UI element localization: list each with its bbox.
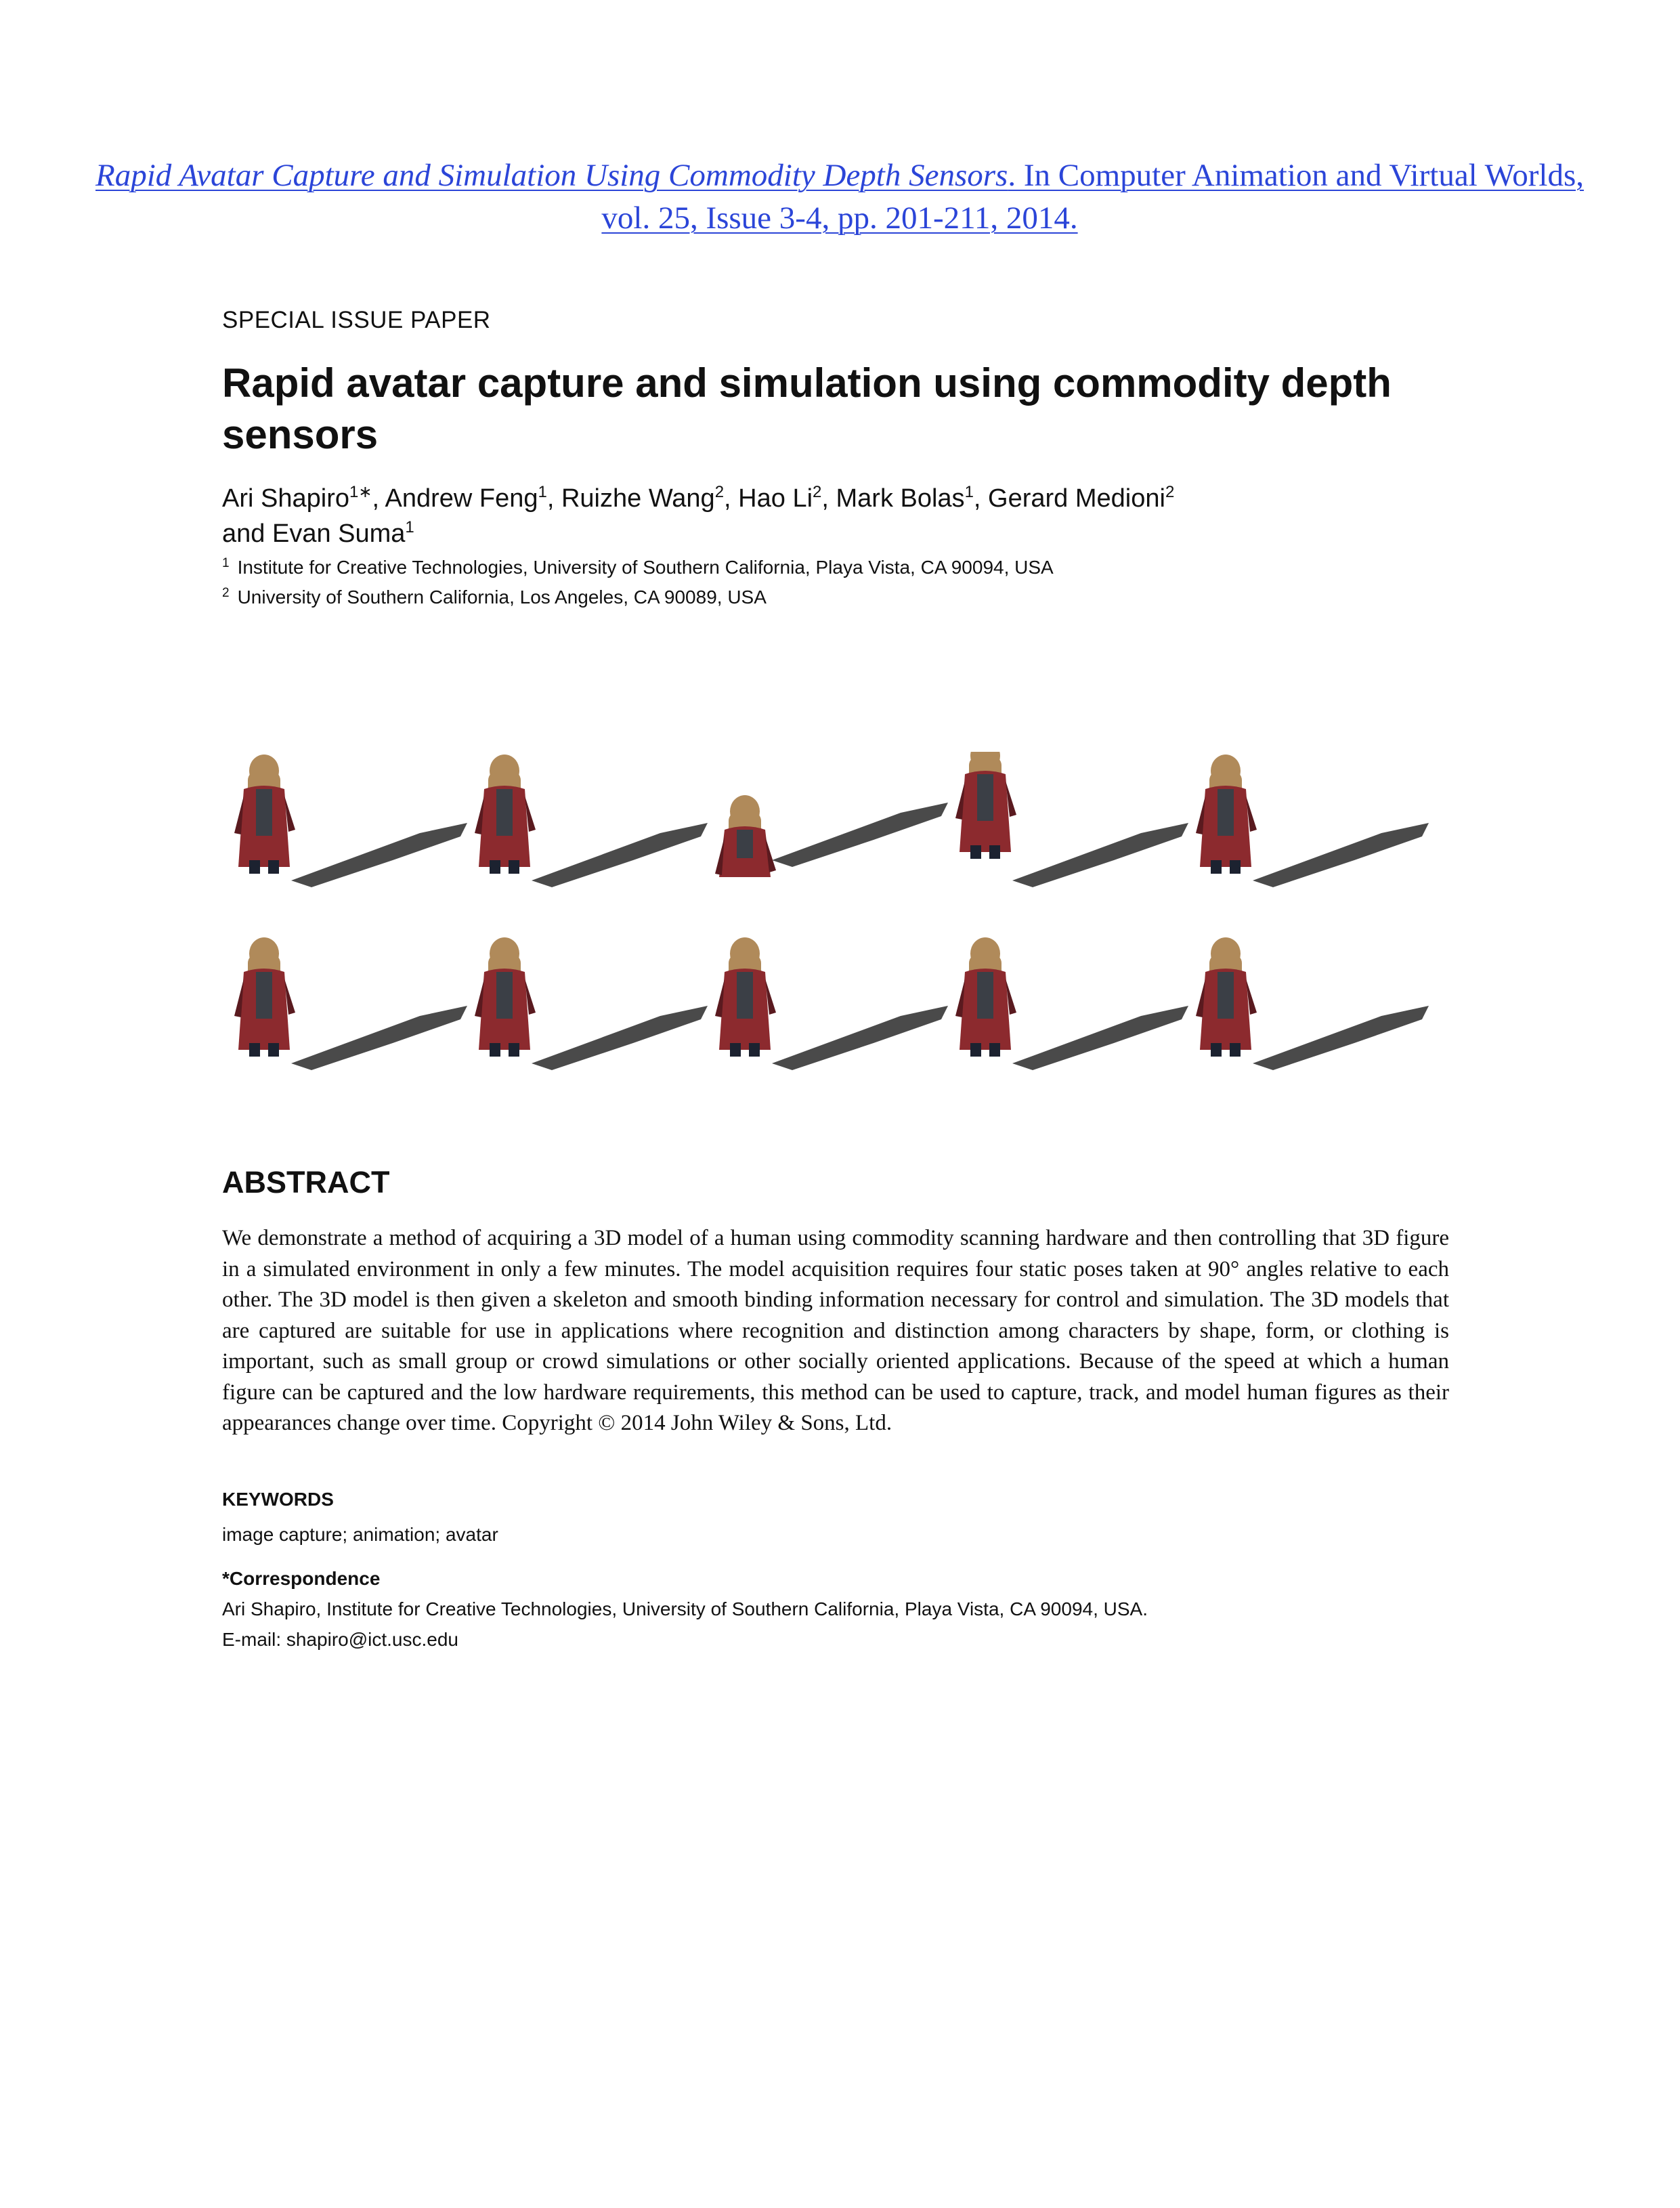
correspondence-address: Ari Shapiro, Institute for Creative Technologies, University of Southern California, Playa Vista, CA 90094, USA. — [222, 1598, 1148, 1619]
author-name: Ruizhe Wang — [561, 484, 715, 513]
avatar-frame — [1196, 755, 1429, 887]
author-name: Ari Shapiro — [222, 484, 349, 513]
avatar-animation-figure — [223, 752, 1442, 1118]
avatar-body — [234, 937, 295, 1057]
affiliation-text: Institute for Creative Technologies, University of Southern California, Playa Vista, CA 90094, USA — [237, 557, 1054, 578]
citation-link-block — [95, 154, 1585, 240]
affiliation-1 — [222, 555, 1054, 580]
avatar-frame — [234, 755, 467, 887]
paper-title: Rapid avatar capture and simulation using commodity depth sensors — [222, 360, 1392, 457]
author-mark: 1∗ — [349, 483, 372, 501]
avatar-frame — [715, 795, 948, 877]
avatar-frame — [715, 937, 948, 1070]
avatar-body — [715, 937, 776, 1057]
avatar-shadow — [291, 823, 467, 887]
correspondence-heading: *Correspondence — [222, 1568, 381, 1589]
avatar-frame — [955, 937, 1188, 1070]
keywords-text: image capture; animation; avatar — [222, 1524, 498, 1545]
author-name: Evan Suma — [272, 519, 406, 548]
avatar-shadow — [772, 803, 948, 867]
author-mark: 1 — [405, 518, 414, 536]
citation-link[interactable] — [95, 158, 1584, 236]
author-and: and — [222, 519, 272, 548]
avatar-shadow — [1253, 1006, 1429, 1070]
abstract-heading: ABSTRACT — [222, 1165, 390, 1199]
avatar-shadow — [1012, 823, 1188, 887]
avatar-frame — [475, 937, 708, 1070]
author-name: Gerard Medioni — [988, 484, 1165, 513]
keywords-heading: KEYWORDS — [222, 1489, 334, 1510]
avatar-shadow — [532, 823, 708, 887]
avatar-body — [1196, 755, 1257, 874]
avatar-shadow — [1253, 823, 1429, 887]
author-list — [222, 481, 1441, 551]
avatar-body — [715, 795, 776, 877]
avatar-body — [955, 937, 1016, 1057]
author-name: Andrew Feng — [385, 484, 538, 513]
correspondence-email: E-mail: shapiro@ict.usc.edu — [222, 1629, 459, 1650]
author-mark: 2 — [813, 483, 822, 501]
avatar-body — [475, 937, 536, 1057]
author-mark: 1 — [538, 483, 547, 501]
affiliation-mark: 1 — [222, 556, 230, 570]
avatar-frame — [234, 937, 467, 1070]
avatar-shadow — [772, 1006, 948, 1070]
avatar-body — [1196, 937, 1257, 1057]
avatar-body — [234, 755, 295, 874]
affiliation-text: University of Southern California, Los Angeles, CA 90089, USA — [237, 587, 767, 608]
author-mark: 2 — [1165, 483, 1175, 501]
author-separator: , — [724, 484, 739, 513]
author-mark: 1 — [964, 483, 974, 501]
author-mark: 2 — [714, 483, 725, 501]
avatar-shadow — [1012, 1006, 1188, 1070]
section-label: SPECIAL ISSUE PAPER — [222, 307, 491, 333]
avatar-body — [955, 752, 1016, 859]
avatar-frame — [955, 752, 1188, 887]
abstract-text: We demonstrate a method of acquiring a 3D model of a human using commodity scanning hardware and then controlling that 3D figure in a simulated environment in only a few minutes. The model acquisition requires four static poses taken at 90° angles relative to each other. The 3D model is then given a skeleton and smooth binding information necessary for control and simulation. The 3D models that are captured are suitable for use in applications where recognition and distinction among characters by shape, form, or clothing is important, such as small group or crowd simulations or other socially oriented applications. Because of the speed at which a human figure can be captured and the low hardware requirements, this method can be used to capture, track, and model human figures as their appearances change over time. Copyright © 2014 John Wiley & Sons, Ltd. — [222, 1226, 1449, 1435]
avatar-shadow — [291, 1006, 467, 1070]
avatar-shadow — [532, 1006, 708, 1070]
affiliation-2 — [222, 585, 767, 610]
author-name: Mark Bolas — [836, 484, 965, 513]
author-separator: , — [546, 484, 561, 513]
avatar-frame — [1196, 937, 1429, 1070]
author-separator: , — [372, 484, 385, 513]
citation-details: . In Computer Animation and Virtual Worlds, vol. 25, Issue 3-4, pp. 201-211, 2014. — [601, 158, 1584, 236]
affiliation-mark: 2 — [222, 586, 230, 600]
citation-title: Rapid Avatar Capture and Simulation Using Commodity Depth Sensors — [95, 158, 1008, 193]
author-separator: , — [973, 484, 989, 513]
avatar-frame — [475, 755, 708, 887]
author-name: Hao Li — [738, 484, 813, 513]
avatar-body — [475, 755, 536, 874]
author-separator: , — [821, 484, 836, 513]
